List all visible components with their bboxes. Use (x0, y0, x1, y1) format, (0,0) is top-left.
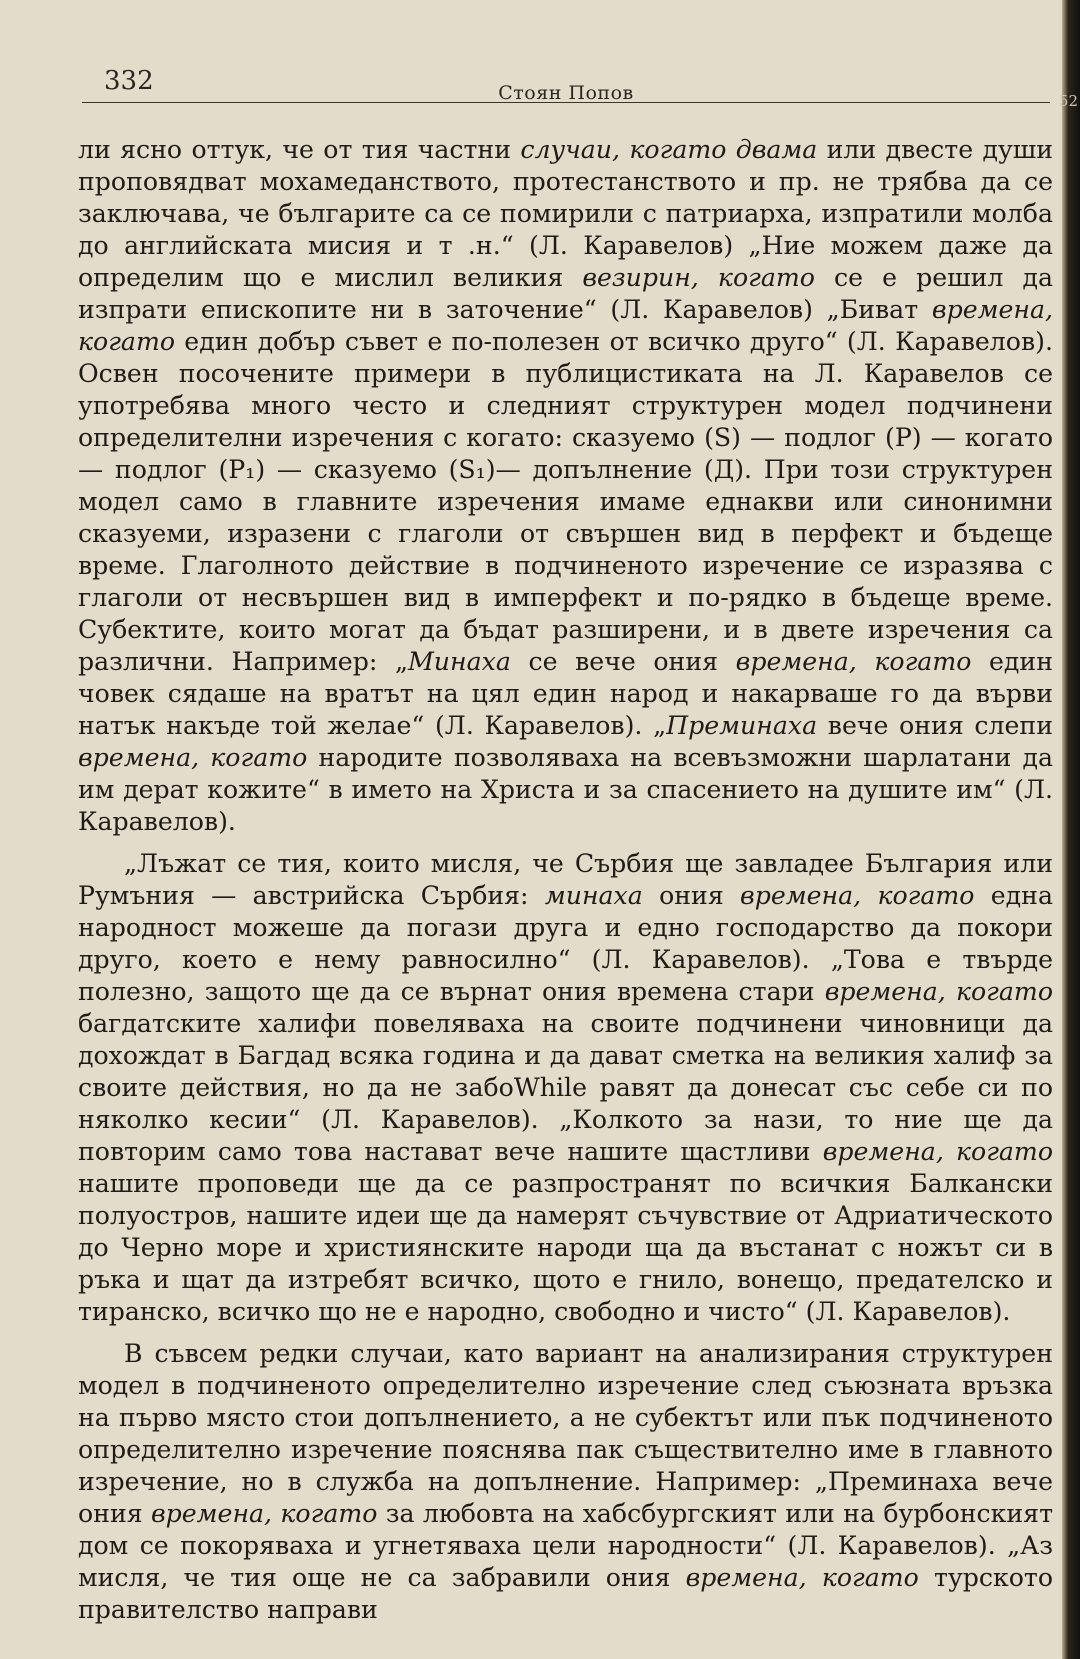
running-title: Стоян Попов (498, 82, 634, 104)
page-header (82, 66, 1050, 106)
paragraph (78, 1338, 1053, 1626)
italic-run: времена, когато (735, 647, 972, 676)
adjacent-page-edge (1058, 0, 1080, 1659)
text-run: се е решил да изпрати епископите ни в заточение“ (Л. Каравелов) „Биват (78, 263, 1053, 324)
italic-run: времена, когато (740, 881, 975, 910)
paragraph (78, 134, 1053, 838)
text-run: ония (642, 881, 741, 910)
header-rule (82, 102, 1050, 103)
text-run: за любовта на хабсбургският или на бурбонският дом се покоряваха и угнетяваха цели народности“ (Л. Каравелов). „Аз мисля, че тия още не са забравили ония (78, 1499, 1054, 1592)
text-run: турското правителство направи (78, 1563, 1053, 1624)
text-run: багдатските халифи повеляваха на своите подчинени чиновници да дохождат в Багдад всяка година и да дават сметка на великия халиф за своите действия, но да не забоWhile равят да донесат със себе си по няколко кесии“ (Л. Каравелов). „Колкото за нази, то ние ще да повторим само това настават вече нашите щастливи (78, 1009, 1053, 1166)
italic-run: случаи, когато двама (520, 135, 818, 164)
text-run: вече ония слепи (817, 711, 1053, 740)
text-run: една народност можеше да погази друга и едно господарство да покори друго, което е нему равносилно“ (Л. Каравелов). „Това е твърде полезно, защото ще да се върнат ония времена стари (78, 881, 1053, 1006)
text-run: или двесте души проповядват мохамеданството, протестанството и пр. не трябва да се заключава, че българите са се помирили с патриарха, изпратили молба до английската мисия и т .н.“ (Л. Каравелов) „Ние можем даже да определим що е мислил великия (78, 135, 1053, 292)
italic-run: времена, когато (78, 295, 1053, 356)
body-text (78, 134, 1053, 1636)
italic-run: времена, когато (150, 1499, 378, 1528)
text-run: се вече ония (510, 647, 736, 676)
text-run: В съвсем редки случаи, като вариант на анализирания структурен модел в подчиненото определително изречение след съюзната връзка на първо място стои допълнението, а не субектът или пък подчиненото определително изречение пояснява пак съществително име в главното изречение, но в служба на допълнение. Например: „Преминаха вече ония (78, 1339, 1053, 1528)
page-number: 332 (104, 66, 154, 96)
italic-run: времена, когато (822, 1137, 1053, 1166)
italic-run: времена, когато (78, 743, 308, 772)
italic-run: времена, когато (685, 1563, 919, 1592)
text-run: един добър съвет е по-полезен от всичко друго“ (Л. Каравелов). Освен посочените примери в публицистиката на Л. Каравелов се употребява много често и следният структурен модел подчинени определителни изречения с когато: сказуемо (S) — подлог (P) — когато — подлог (P₁) — сказуемо (S₁)— допълнение (Д). При този структурен модел само в главните изречения имаме еднакви или синонимни сказуеми, изразени с глаголи от свършен вид в перфект и бъдеще време. Глаголното действие в подчиненото изречение се изразява с глаголи от несвършен вид в имперфект и по-рядко в бъдеще време. Субектите, които могат да бъдат разширени, и в двете изречения са различни. Например: „ (78, 327, 1053, 676)
text-run: един човек сядаше на вратът на цял един народ и накарваше го да върви натък накъде той желае“ (Л. Каравелов). „ (78, 647, 1054, 740)
italic-run: везирин, когато (582, 263, 815, 292)
adjacent-page-number: 52 (1058, 92, 1078, 110)
text-run: „Лъжат се тия, които мисля, че Сърбия ще завладее България или Румъния — австрийска Сърбия: (78, 849, 1053, 910)
text-run: народите позволяваха на всевъзможни шарлатани да им дерат кожите“ в името на Христа и за спасението на душите им“ (Л. Каравелов). (78, 743, 1053, 836)
italic-run: минаха (544, 881, 643, 910)
text-run: ли ясно оттук, че от тия частни (78, 135, 521, 164)
italic-run: времена, когато (824, 977, 1053, 1006)
italic-run: Минаха (408, 647, 511, 676)
italic-run: Преминаха (666, 711, 818, 740)
text-run: нашите проповеди ще да се разпространят по всичкия Балкански полуостров, нашите идеи ще да намерят съчувствие от Адриатическото до Черно море и християнските народи ща да въстанат с ножът си в ръка и щат да изтребят всичко, щото е гнило, вонещо, предателско и тиранско, всичко що не е народно, свободно и чисто“ (Л. Каравелов). (78, 1169, 1053, 1326)
paragraph (78, 848, 1053, 1328)
